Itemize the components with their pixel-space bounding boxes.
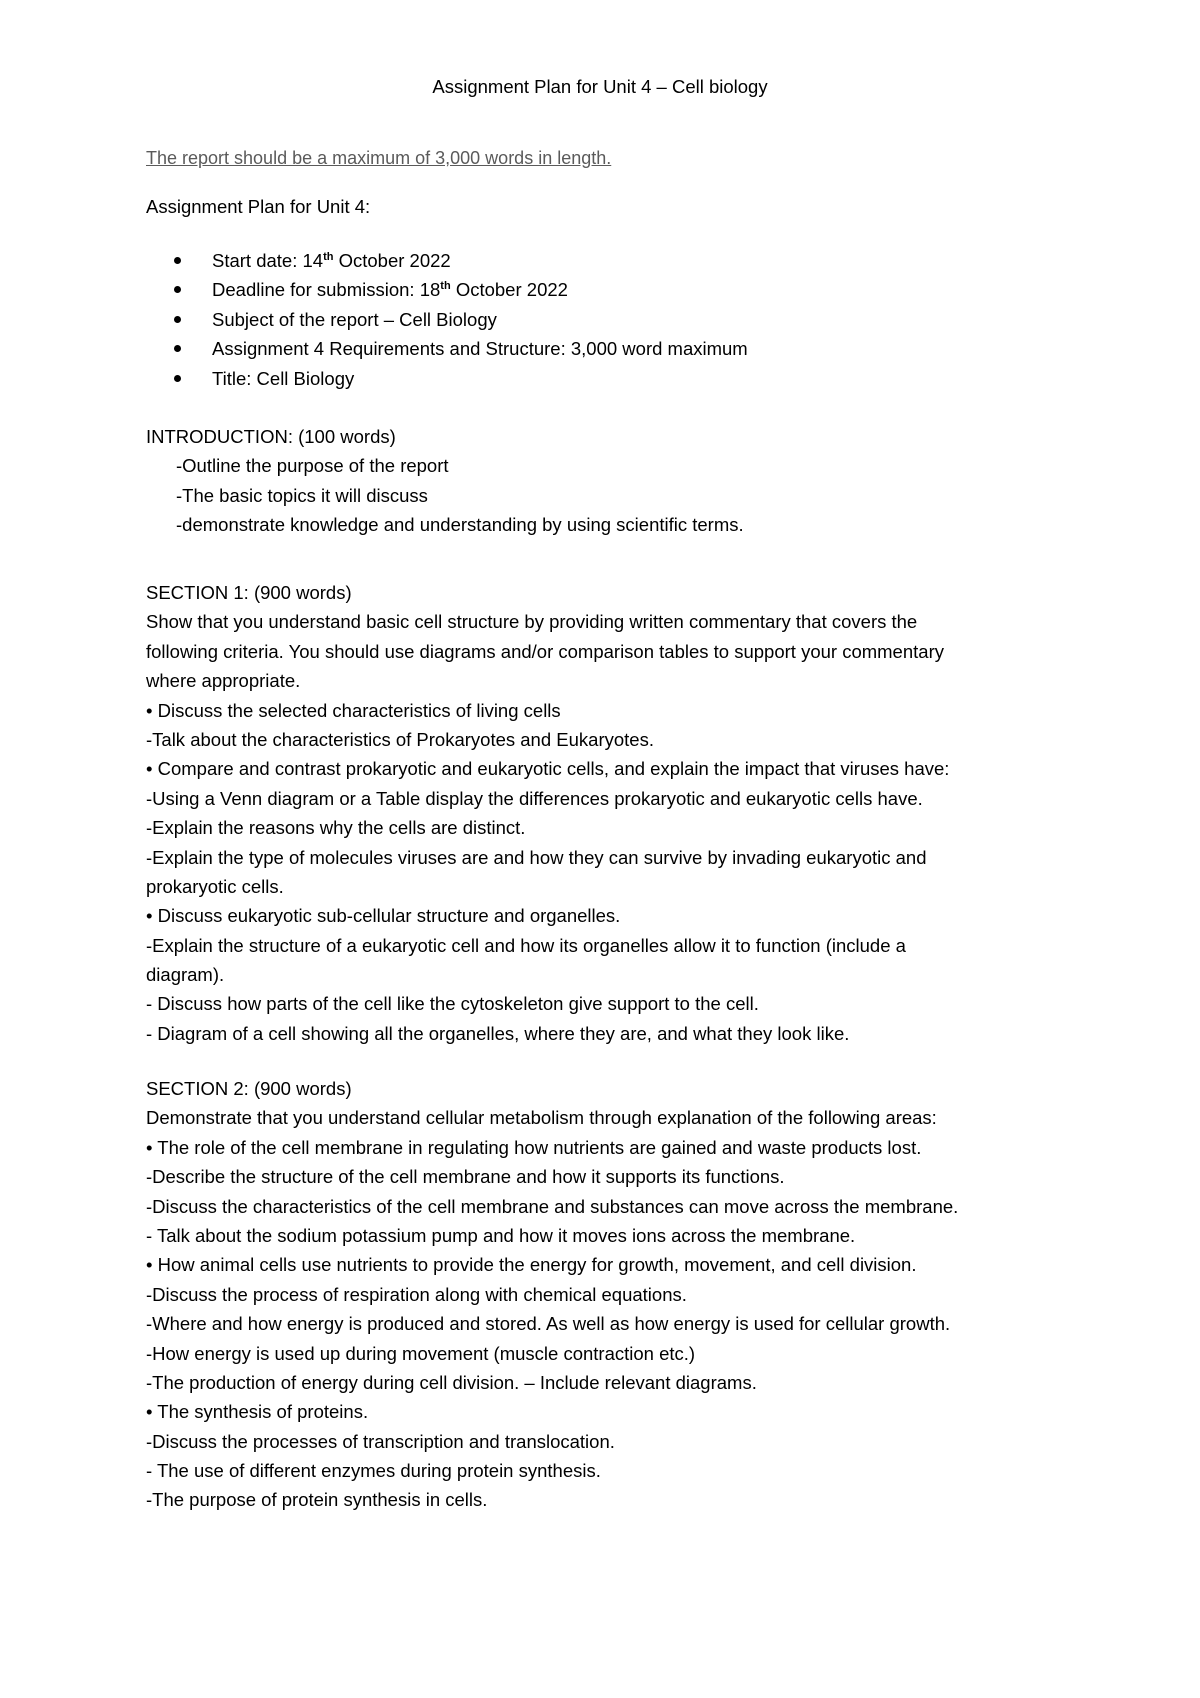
- section-1-line: -Talk about the characteristics of Prokaryotes and Eukaryotes.: [146, 728, 654, 750]
- plan-bullet-list: [146, 246, 748, 393]
- introduction-line: -Outline the purpose of the report: [176, 455, 449, 477]
- section-1-line: • Discuss eukaryotic sub-cellular structure and organelles.: [146, 905, 621, 927]
- section-1-line: • Compare and contrast prokaryotic and eukaryotic cells, and explain the impact that viruses have:: [146, 758, 950, 780]
- section-1-line: prokaryotic cells.: [146, 875, 284, 897]
- section-2-heading: SECTION 2: (900 words): [146, 1078, 352, 1099]
- section-2-line: -The purpose of protein synthesis in cells.: [146, 1489, 488, 1511]
- introduction-heading: INTRODUCTION: (100 words): [146, 426, 396, 447]
- bullet-item-deadline: [146, 275, 748, 304]
- bullet-item-subject: [146, 305, 748, 334]
- section-2-line: • How animal cells use nutrients to provide the energy for growth, movement, and cell division.: [146, 1254, 917, 1276]
- section-1-line: • Discuss the selected characteristics of living cells: [146, 699, 561, 721]
- section-1-line: diagram).: [146, 964, 225, 986]
- section-1-line: - Diagram of a cell showing all the organelles, where they are, and what they look like.: [146, 1022, 850, 1044]
- section-2-line: • The role of the cell membrane in regulating how nutrients are gained and waste products lost.: [146, 1136, 922, 1158]
- section-1-line: where appropriate.: [146, 670, 301, 692]
- section-2-line: -How energy is used up during movement (muscle contraction etc.): [146, 1342, 696, 1364]
- section-2-line: -Describe the structure of the cell membrane and how it supports its functions.: [146, 1166, 785, 1188]
- section-2-line: - The use of different enzymes during protein synthesis.: [146, 1460, 601, 1482]
- introduction-line: -The basic topics it will discuss: [176, 484, 428, 506]
- bullet-dot-icon: [174, 257, 181, 264]
- bullet-item-title: [146, 364, 748, 393]
- section-2-line: -Where and how energy is produced and stored. As well as how energy is used for cellular growth.: [146, 1313, 951, 1335]
- section-1-line: -Explain the reasons why the cells are distinct.: [146, 817, 526, 839]
- section-2-line: -Discuss the processes of transcription and translocation.: [146, 1430, 615, 1452]
- section-2-line: - Talk about the sodium potassium pump and how it moves ions across the membrane.: [146, 1224, 856, 1246]
- plan-heading: Assignment Plan for Unit 4:: [146, 196, 371, 217]
- section-1-line: -Explain the type of molecules viruses are and how they can survive by invading eukaryotic and: [146, 846, 927, 868]
- section-1-heading: SECTION 1: (900 words): [146, 582, 352, 603]
- introduction-section: [146, 422, 1066, 540]
- bullet-sup: th: [440, 280, 451, 293]
- bullet-dot-icon: [174, 345, 181, 352]
- section-2-line: Demonstrate that you understand cellular metabolism through explanation of the following areas:: [146, 1107, 937, 1129]
- bullet-dot-icon: [174, 316, 181, 323]
- section-1: [146, 578, 1066, 1048]
- bullet-text: Subject of the report – Cell Biology: [212, 308, 497, 330]
- section-1-line: -Using a Venn diagram or a Table display the differences prokaryotic and eukaryotic cells have.: [146, 787, 923, 809]
- bullet-item-requirements: [146, 334, 748, 363]
- word-limit-note: The report should be a maximum of 3,000 words in length.: [146, 148, 612, 168]
- bullet-dot-icon: [174, 286, 181, 293]
- page-title: Assignment Plan for Unit 4 – Cell biology: [432, 76, 768, 97]
- section-2-line: -Discuss the characteristics of the cell membrane and substances can move across the membrane.: [146, 1195, 959, 1217]
- bullet-text: Deadline for submission: 18: [212, 279, 441, 301]
- section-1-line: -Explain the structure of a eukaryotic cell and how its organelles allow it to function (include a: [146, 934, 906, 956]
- section-2: [146, 1074, 1066, 1515]
- bullet-text: Start date: 14: [212, 250, 324, 271]
- section-2-line: -The production of energy during cell division. – Include relevant diagrams.: [146, 1371, 757, 1393]
- section-1-line: Show that you understand basic cell structure by providing written commentary that covers the: [146, 611, 918, 633]
- section-1-line: following criteria. You should use diagrams and/or comparison tables to support your commentary: [146, 640, 944, 662]
- bullet-sup: th: [323, 251, 334, 263]
- bullet-item-start-date: [146, 246, 748, 275]
- bullet-text-suffix: October 2022: [333, 250, 451, 271]
- bullet-text: Title: Cell Biology: [212, 367, 355, 389]
- bullet-text-suffix: October 2022: [450, 279, 568, 301]
- section-2-line: -Discuss the process of respiration along with chemical equations.: [146, 1283, 687, 1305]
- section-1-line: - Discuss how parts of the cell like the cytoskeleton give support to the cell.: [146, 993, 759, 1015]
- bullet-dot-icon: [174, 375, 181, 382]
- introduction-line: -demonstrate knowledge and understanding by using scientific terms.: [176, 514, 744, 536]
- bullet-text: Assignment 4 Requirements and Structure: 3,000 word maximum: [212, 338, 748, 360]
- section-2-line: • The synthesis of proteins.: [146, 1401, 369, 1423]
